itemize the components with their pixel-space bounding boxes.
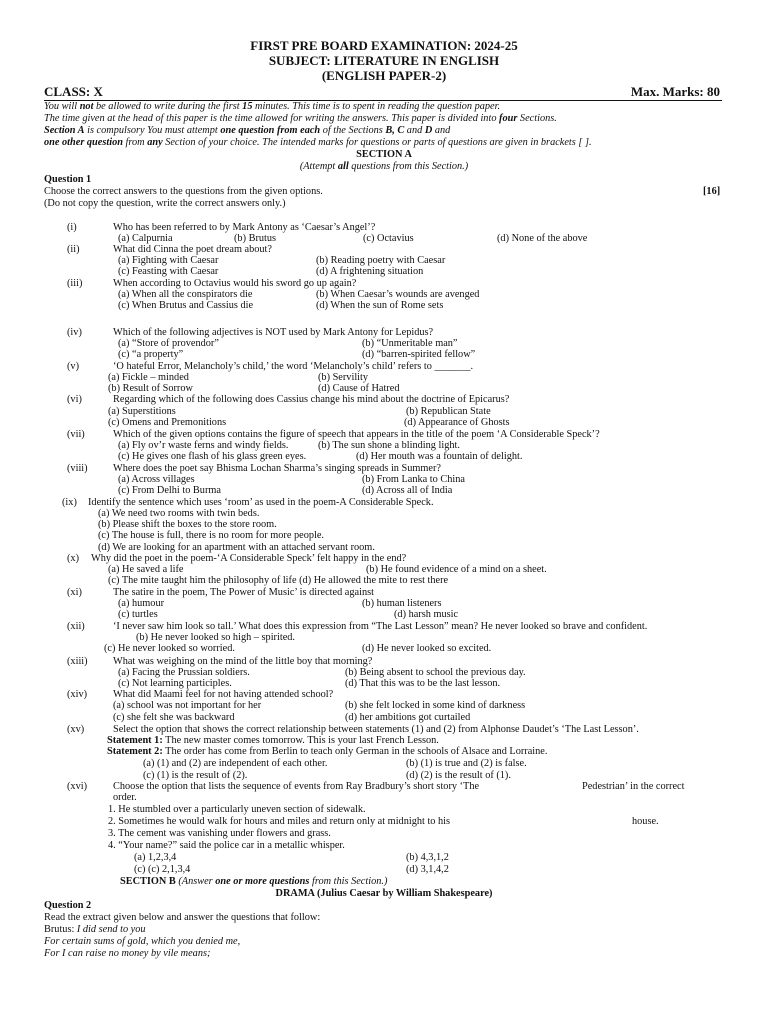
question-text: ‘I never saw him look so tall.’ What does this expression from “The Last Lesson” mean? He never looked so brave and confident.: [113, 621, 648, 632]
question-text: ‘O hateful Error, Melancholy’s child,’ the word ‘Melancholy’s child’ refers to _______.: [113, 361, 474, 372]
option-c: (c) Omens and Premonitions: [108, 417, 227, 428]
option-b: (b) Reading poetry with Caesar: [316, 255, 446, 266]
subject-title: SUBJECT: LITERATURE IN ENGLISH: [268, 53, 500, 68]
question-text: Where does the poet say Bhisma Lochan Sharma’s singing spreads in Summer?: [113, 463, 441, 474]
option-d: (d) That this was to be the last lesson.: [345, 678, 501, 689]
question-2-heading: Question 2: [44, 900, 92, 911]
option-c: (c) He gives one flash of his glass green eyes.: [118, 451, 307, 462]
item-number: (xiv): [67, 689, 88, 700]
q1-instruction: Choose the correct answers to the questions from the given options.: [44, 186, 323, 197]
option-a: (a) Fly ov’r waste ferns and windy fields.: [118, 440, 289, 451]
item-number: (x): [67, 553, 80, 564]
option-a: (a) Facing the Prussian soldiers.: [118, 667, 250, 678]
option-b: (b) 4,3,1,2: [406, 852, 449, 863]
option-c: (c) From Delhi to Burma: [118, 485, 221, 496]
option-c: (c) Octavius: [363, 233, 414, 244]
question-text: Who has been referred to by Mark Antony as ‘Caesar’s Angel’?: [113, 222, 376, 233]
option-a: (a) He saved a life: [108, 564, 184, 575]
option-c: (c) He never looked so worried.: [104, 643, 235, 654]
item-number: (i): [67, 222, 77, 233]
item-number: (iii): [67, 278, 83, 289]
item-number: (viii): [67, 463, 88, 474]
paper-title: (ENGLISH PAPER-2): [321, 68, 447, 83]
instruction-line-1: You will not be allowed to write during the first 15 minutes. This time is to spent in reading the question paper.: [44, 101, 501, 112]
item-number: (vii): [67, 429, 85, 440]
option-c-d: (c) The mite taught him the philosophy of life (d) He allowed the mite to rest there: [108, 575, 449, 586]
class-label: CLASS: X: [44, 84, 103, 99]
q1-note: (Do not copy the question, write the correct answers only.): [44, 198, 286, 209]
question-text: Regarding which of the following does Cassius change his mind about the doctrine of Epicarus?: [113, 394, 510, 405]
option-a: (a) When all the conspirators die: [118, 289, 253, 300]
question-text: Choose the option that lists the sequence of events from Ray Bradbury’s short story ‘The: [113, 781, 480, 792]
question-text-continued: Pedestrian’ in the correct: [582, 781, 685, 792]
option-b: (b) He found evidence of a mind on a sheet.: [366, 564, 547, 575]
option-c: (c) Not learning participles.: [118, 678, 232, 689]
drama-title: DRAMA (Julius Caesar by William Shakespeare): [275, 888, 493, 899]
option-b: (b) From Lanka to China: [362, 474, 465, 485]
option-b: (b) The sun shone a blinding light.: [318, 440, 460, 451]
option-c: (c) Feasting with Caesar: [118, 266, 219, 277]
item-number: (ix): [62, 497, 77, 508]
item-number: (iv): [67, 327, 82, 338]
question-text-end: order.: [113, 792, 137, 803]
option-a: (a) Calpurnia: [118, 233, 173, 244]
option-a: (a) Fighting with Caesar: [118, 255, 219, 266]
option-c: (c) (1) is the result of (2).: [143, 770, 248, 781]
question-text: Select the option that shows the correct relationship between statements (1) and (2) from Alphonse Daudet’s ‘The Last Lesson’.: [113, 724, 639, 735]
option-d: (d) Across all of India: [362, 485, 453, 496]
option-c: (c) turtles: [118, 609, 158, 620]
option-a: (a) We need two rooms with twin beds.: [98, 508, 260, 519]
event-3: 3. The cement was vanishing under flowers and grass.: [108, 828, 331, 839]
option-a: (a) “Store of provendor”: [118, 338, 219, 349]
option-d: (d) We are looking for an apartment with an attached servant room.: [98, 542, 375, 553]
option-a: (a) humour: [118, 598, 165, 609]
max-marks-label: Max. Marks: 80: [630, 84, 720, 99]
instruction-line-3: Section A is compulsory You must attempt one question from each of the Sections B, C and D and: [44, 125, 451, 136]
q1-marks: [16]: [703, 186, 721, 197]
item-number: (ii): [67, 244, 80, 255]
option-c: (c) “a property”: [118, 349, 184, 360]
item-number: (xii): [67, 621, 85, 632]
event-4: 4. “Your name?” said the police car in a metallic whisper.: [108, 840, 345, 851]
section-a-note: (Attempt all questions from this Section.): [299, 161, 469, 172]
event-1: 1. He stumbled over a particularly uneven section of sidewalk.: [108, 804, 366, 815]
section-b-heading: SECTION B (Answer one or more questions from this Section.): [120, 876, 388, 887]
question-text: What did Cinna the poet dream about?: [113, 244, 272, 255]
option-d: (d) Her mouth was a fountain of delight.: [356, 451, 523, 462]
option-a: (a) 1,2,3,4: [134, 852, 177, 863]
statement-1: Statement 1: The new master comes tomorrow. This is your last French Lesson.: [107, 735, 439, 746]
option-b: (b) (1) is true and (2) is false.: [406, 758, 527, 769]
option-c: (b) Result of Sorrow: [108, 383, 193, 394]
extract-line-2: For certain sums of gold, which you denied me,: [44, 936, 241, 947]
statement-2: Statement 2: The order has come from Berlin to teach only German in the schools of Alsace and Lorraine.: [107, 746, 548, 757]
instruction-line-2: The time given at the head of this paper is the time allowed for writing the answers. This paper is divided into four Sections.: [44, 113, 557, 124]
option-c: (c) she felt she was backward: [113, 712, 235, 723]
section-a-title: SECTION A: [356, 149, 412, 160]
item-number: (v): [67, 361, 80, 372]
question-text: Which of the following adjectives is NOT used by Mark Antony for Lepidus?: [113, 327, 434, 338]
item-number: (xi): [67, 587, 82, 598]
option-b: (b) she felt locked in some kind of darkness: [345, 700, 526, 711]
option-b: (b) When Caesar’s wounds are avenged: [316, 289, 480, 300]
option-b: (b) He never looked so high – spirited.: [136, 632, 295, 643]
extract-line-3: For I can raise no money by vile means;: [44, 948, 211, 959]
extract-line-1: Brutus: I did send to you: [44, 924, 146, 935]
option-a: (a) Superstitions: [108, 406, 176, 417]
question-1-heading: Question 1: [44, 174, 92, 185]
question-text: Which of the given options contains the figure of speech that appears in the title of the poem ‘A Considerable Speck’?: [113, 429, 600, 440]
option-c: (c) (c) 2,1,3,4: [134, 864, 191, 875]
exam-title: FIRST PRE BOARD EXAMINATION: 2024-25: [250, 38, 518, 53]
question-text: What was weighing on the mind of the little boy that morning?: [113, 656, 373, 667]
instruction-line-4: one other question from any Section of your choice. The intended marks for questions or parts of questions are given in brackets [ ].: [44, 137, 592, 148]
question-text: What did Maami feel for not having attended school?: [113, 689, 334, 700]
option-d: (d) None of the above: [497, 233, 588, 244]
class-marks-row: [44, 84, 722, 101]
item-number: (xv): [67, 724, 85, 735]
option-d: (d) He never looked so excited.: [362, 643, 492, 654]
option-a: (a) (1) and (2) are independent of each other.: [143, 758, 328, 769]
event-2: 2. Sometimes he would walk for hours and miles and return only at midnight to his: [108, 816, 451, 827]
option-d: (d) A frightening situation: [316, 266, 424, 277]
question-text: The satire in the poem, The Power of Music’ is directed against: [113, 587, 374, 598]
question-text: Why did the poet in the poem-‘A Considerable Speck’ felt happy in the end?: [91, 553, 407, 564]
option-b: (b) Republican State: [406, 406, 491, 417]
option-d: (d) (2) is the result of (1).: [406, 770, 511, 781]
option-d: (d) harsh music: [394, 609, 459, 620]
option-d: (d) 3,1,4,2: [406, 864, 449, 875]
item-number: (vi): [67, 394, 82, 405]
item-number: (xiii): [67, 656, 88, 667]
option-a: (a) school was not important for her: [113, 700, 262, 711]
option-d: (d) When the sun of Rome sets: [316, 300, 444, 311]
q2-instruction: Read the extract given below and answer the questions that follow:: [44, 912, 321, 923]
question-text: When according to Octavius would his sword go up again?: [113, 278, 357, 289]
option-a: (a) Across villages: [118, 474, 195, 485]
option-b: (b) Being absent to school the previous day.: [345, 667, 526, 678]
option-b: (b) human listeners: [362, 598, 442, 609]
option-a: (a) Fickle – minded: [108, 372, 189, 383]
option-c: (c) When Brutus and Cassius die: [118, 300, 254, 311]
event-2-end: house.: [632, 816, 659, 827]
option-d: (d) “barren-spirited fellow”: [362, 349, 476, 360]
option-d: (d) her ambitions got curtailed: [345, 712, 471, 723]
option-b: (b) Brutus: [234, 233, 277, 244]
option-b: (b) “Unmeritable man”: [362, 338, 458, 349]
question-text: Identify the sentence which uses ‘room’ as used in the poem-A Considerable Speck.: [88, 497, 434, 508]
option-b: (b) Please shift the boxes to the store room.: [98, 519, 277, 530]
option-d: (d) Cause of Hatred: [318, 383, 400, 394]
option-b: (b) Servility: [318, 372, 369, 383]
option-c: (c) The house is full, there is no room for more people.: [98, 530, 324, 541]
item-number: (xvi): [67, 781, 88, 792]
option-d: (d) Appearance of Ghosts: [404, 417, 510, 428]
